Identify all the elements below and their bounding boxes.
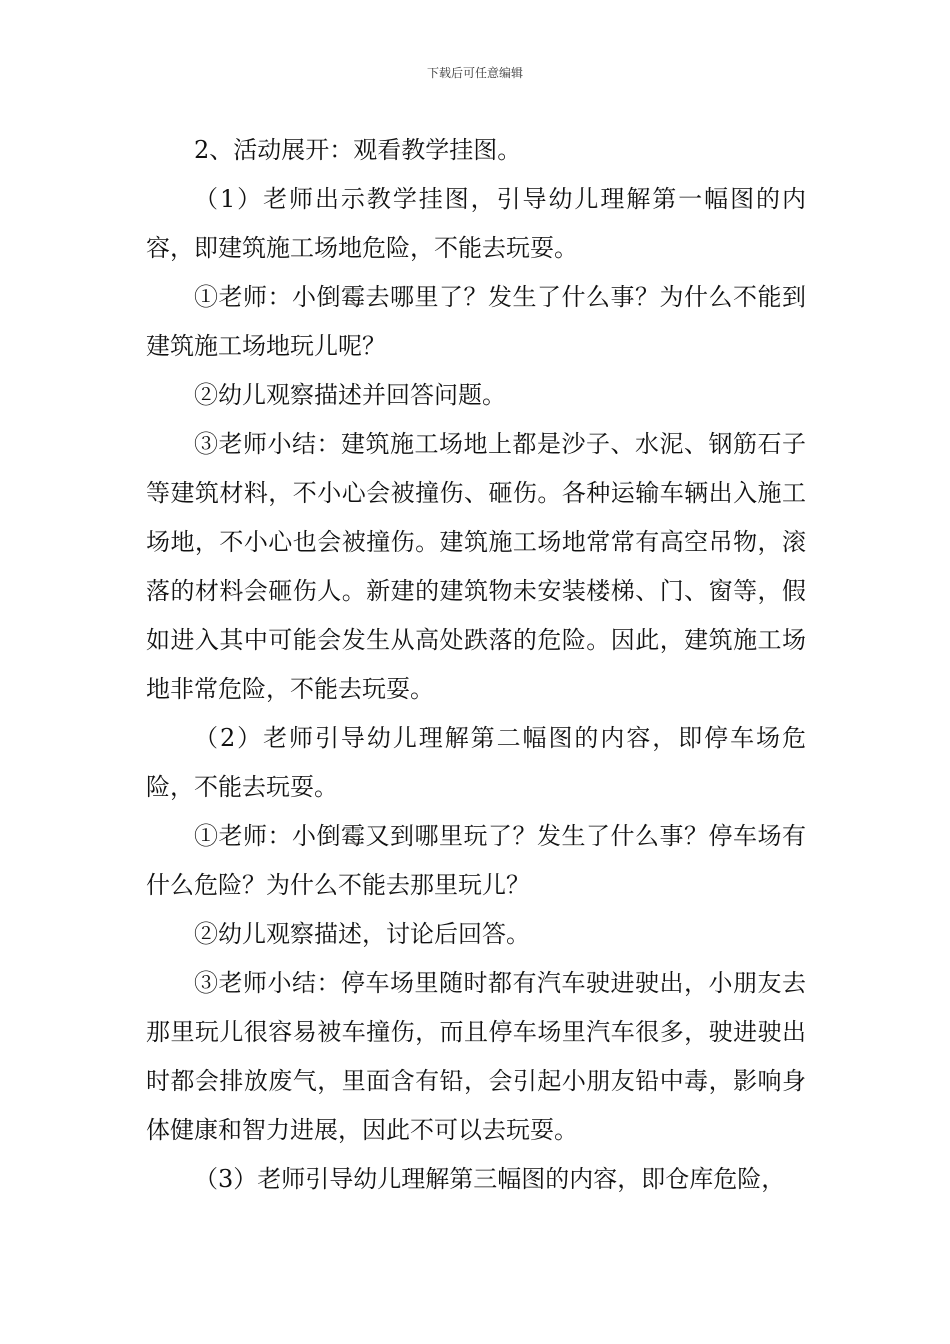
paragraph-part-2-discuss: ②幼儿观察描述，讨论后回答。 (194, 920, 530, 948)
paragraph-part-2-intro: （2）老师引导幼儿理解第二幅图的内容，即停车场危险，不能去玩耍。 (146, 724, 806, 801)
paragraph-part-3-intro: （3）老师引导幼儿理解第三幅图的内容，即仓库危险， (194, 1165, 786, 1193)
paragraph-part-1-intro: （1）老师出示教学挂图，引导幼儿理解第一幅图的内容，即建筑施工场地危险，不能去玩耍。 (146, 185, 806, 262)
paragraph-part-2-summary: ③老师小结：停车场里随时都有汽车驶进驶出，小朋友去那里玩儿很容易被车撞伤，而且停车场里汽车很多，驶进驶出时都会排放废气，里面含有铅，会引起小朋友铅中毒，影响身体健康和智力进展，因此不可以去玩耍。 (146, 969, 806, 1144)
paragraph-activity-start: 2、活动展开：观看教学挂图。 (194, 136, 522, 164)
document-body (146, 126, 806, 1204)
paragraph-part-1-observe: ②幼儿观察描述并回答问题。 (194, 381, 506, 409)
header-note: 下载后可任意编辑 (426, 66, 523, 80)
paragraph-part-1-summary: ③老师小结：建筑施工场地上都是沙子、水泥、钢筋石子等建筑材料，不小心会被撞伤、砸伤。各种运输车辆出入施工场地，不小心也会被撞伤。建筑施工场地常常有高空吊物，滚落的材料会砸伤人。新建的建筑物未安装楼梯、门、窗等，假如进入其中可能会发生从高处跌落的危险。因此，建筑施工场地非常危险，不能去玩耍。 (146, 430, 806, 703)
paragraph-part-1-question: ①老师：小倒霉去哪里了？发生了什么事？为什么不能到建筑施工场地玩儿呢？ (146, 283, 806, 360)
paragraph-part-2-question: ①老师：小倒霉又到哪里玩了？发生了什么事？停车场有什么危险？为什么不能去那里玩儿？ (146, 822, 806, 899)
